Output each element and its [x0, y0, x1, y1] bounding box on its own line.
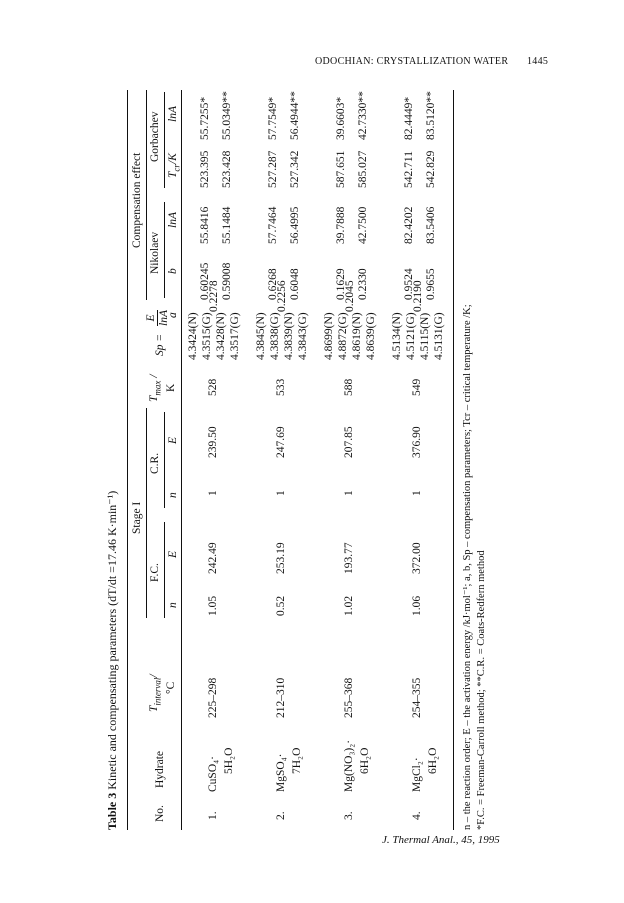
row-nik-b-2: 0.59008 [221, 262, 233, 300]
row-number: 1. [207, 811, 219, 820]
row-hydrate-water: 7H₂O [291, 747, 303, 774]
row-hydrate-formula: CuSO₄· [207, 756, 219, 792]
row-nik-lna-1: 39.7888 [335, 206, 347, 244]
row-nik-lna-1: 57.7464 [267, 206, 279, 244]
row-fc-e: 372.00 [411, 542, 423, 574]
row-t-interval: 254–355 [411, 677, 423, 718]
running-head-title: ODOCHIAN: CRYSTALLIZATION WATER [315, 56, 509, 67]
header-tinterval: $T_{interval}/$ [148, 674, 163, 712]
row-sp-2: 4.3838(G) [269, 312, 281, 360]
header-fc: F.C. [149, 563, 161, 582]
row-gor-t-2: 585.027 [357, 150, 369, 188]
row-nik-lna-1: 55.8416 [199, 206, 211, 244]
fc-rule [164, 522, 165, 618]
cr-rule [164, 412, 165, 508]
row-gor-lna-2: 42.7330** [357, 91, 369, 140]
gor-rule [164, 92, 165, 188]
row-hydrate-formula: Mg(NO₃)₂· [343, 739, 355, 792]
header-gor-lna: lnA [167, 106, 179, 122]
row-gor-t-1: 542.711 [403, 151, 415, 188]
row-fc-n: 1.05 [207, 595, 219, 616]
row-fc-n: 0.52 [275, 595, 287, 616]
row-a: 0.2045 [344, 280, 356, 312]
nik-rule [164, 202, 165, 298]
row-sp-2: 4.5121(G) [405, 312, 417, 360]
header-a: a [167, 312, 179, 318]
row-fc-e: 253.19 [275, 542, 287, 574]
header-fc-e: E [167, 550, 179, 558]
page-number: 1445 [527, 56, 549, 67]
header-hydrate: Hydrate [154, 750, 166, 788]
row-sp-3: 4.3428(N) [215, 312, 227, 360]
row-sp-1: 4.3845(N) [255, 312, 267, 360]
footnote-2: *F.C. = Freeman-Carroll method; **C.R. = Coats-Redfern method [476, 550, 487, 830]
row-nik-b-1: 0.6268 [267, 268, 279, 300]
row-sp-1: 4.5134(N) [391, 312, 403, 360]
row-nik-lna-1: 82.4202 [403, 206, 415, 244]
row-nik-lna-2: 56.4995 [289, 206, 301, 244]
row-a: 0.2256 [276, 280, 288, 312]
row-sp-4: 4.3843(G) [297, 312, 309, 360]
row-hydrate-water: 6H₂O [359, 747, 371, 774]
row-fc-n: 1.06 [411, 595, 423, 616]
row-gor-t-2: 527.342 [289, 150, 301, 188]
header-nik-lna: lnA [167, 212, 179, 228]
rotated-table [105, 90, 495, 830]
header-rule [181, 90, 182, 830]
row-nik-lna-2: 83.5406 [425, 206, 437, 244]
row-t-interval: 225–298 [207, 677, 219, 718]
footnote-1: n – the reaction order; E – the activation energy /kJ·mol⁻¹; a, b, Sp – compensation parameters; Tcr – critical temperature /K; [462, 304, 473, 830]
header-cr-e: E [167, 436, 179, 444]
row-cr-n: 1 [207, 490, 219, 496]
row-nik-b-2: 0.9655 [425, 268, 437, 300]
row-cr-n: 1 [411, 490, 423, 496]
header-b: b [167, 268, 179, 274]
row-tmax: 549 [411, 378, 423, 396]
row-cr-n: 1 [275, 490, 287, 496]
row-hydrate-water: 6H₂O [427, 747, 439, 774]
row-nik-b-2: 0.6048 [289, 268, 301, 300]
row-gor-lna-2: 83.5120** [425, 91, 437, 140]
row-tmax: 588 [343, 378, 355, 396]
row-sp-2: 4.3515(G) [201, 312, 213, 360]
comp-rule [146, 90, 147, 300]
stage-rule [146, 408, 147, 618]
header-tmax: $T_{max}$ / [148, 374, 163, 402]
row-sp-3: 4.8619(N) [351, 312, 363, 360]
header-stage: Stage I [131, 501, 143, 534]
row-fc-n: 1.02 [343, 595, 355, 616]
row-gor-t-1: 587.651 [335, 150, 347, 188]
row-cr-e: 239.50 [207, 426, 219, 458]
row-number: 3. [343, 811, 355, 820]
row-gor-lna-1: 39.6603* [335, 96, 347, 140]
row-nik-b-1: 0.1629 [335, 268, 347, 300]
row-number: 2. [275, 811, 287, 820]
row-tmax: 533 [275, 378, 287, 396]
row-hydrate-water: 5H₂O [223, 747, 235, 774]
table-caption [105, 491, 120, 830]
row-t-interval: 212–310 [275, 677, 287, 718]
row-sp-1: 4.3424(N) [187, 312, 199, 360]
header-cr: C.R. [149, 452, 161, 474]
header-tmax-unit: K [165, 383, 177, 392]
header-sp: Sp = [154, 333, 166, 356]
header-tcr: $T_{cr}/K$ [167, 153, 182, 178]
row-sp-4: 4.3517(G) [229, 312, 241, 360]
row-a: 0.2190 [412, 280, 424, 312]
table-caption-label: Table 3 [105, 792, 119, 830]
row-number: 4. [411, 811, 423, 820]
row-cr-e: 207.85 [343, 426, 355, 458]
row-cr-n: 1 [343, 490, 355, 496]
row-gor-lna-1: 57.7549* [267, 96, 279, 140]
header-fc-n: n [167, 602, 179, 608]
header-sp-numerator: E [145, 310, 158, 326]
row-sp-3: 4.3839(N) [283, 312, 295, 360]
row-sp-2: 4.8872(G) [337, 312, 349, 360]
row-fc-e: 193.77 [343, 542, 355, 574]
row-hydrate-formula: MgCl₂· [411, 757, 423, 792]
row-gor-lna-2: 56.4944** [289, 91, 301, 140]
row-nik-lna-2: 42.7500 [357, 206, 369, 244]
row-gor-lna-1: 55.7255* [199, 96, 211, 140]
row-sp-1: 4.8699(N) [323, 312, 335, 360]
row-gor-t-1: 527.287 [267, 150, 279, 188]
row-nik-lna-2: 55.1484 [221, 206, 233, 244]
row-cr-e: 247.69 [275, 426, 287, 458]
row-nik-b-1: 0.9524 [403, 268, 415, 300]
row-sp-3: 4.5115(N) [419, 312, 431, 360]
header-no: No. [154, 805, 166, 822]
header-nikolaev: Nikolaev [149, 231, 161, 274]
row-tmax: 528 [207, 378, 219, 396]
row-a: 0.2278 [208, 280, 220, 312]
row-sp-4: 4.8639(G) [365, 312, 377, 360]
row-nik-b-2: 0.2330 [357, 268, 369, 300]
row-gor-t-2: 523.428 [221, 150, 233, 188]
header-tinterval-unit: °C [165, 681, 177, 694]
row-gor-lna-1: 82.4449* [403, 96, 415, 140]
row-cr-e: 376.90 [411, 426, 423, 458]
table-caption-text: Kinetic and compensating parameters (dT/dt =17.46 K·min⁻¹) [105, 490, 119, 790]
row-fc-e: 242.49 [207, 542, 219, 574]
running-head [0, 56, 624, 70]
bottom-rule [453, 90, 454, 830]
header-sp-denominator: lnA [158, 310, 170, 326]
top-rule [127, 90, 128, 830]
row-hydrate-formula: MgSO₄· [275, 753, 287, 792]
header-compensation: Compensation effect [131, 152, 143, 248]
journal-footer: J. Thermal Anal., 45, 1995 [382, 834, 500, 846]
header-gorbachev: Gorbachev [149, 111, 161, 162]
row-t-interval: 255–368 [343, 677, 355, 718]
row-gor-lna-2: 55.0349** [221, 91, 233, 140]
row-sp-4: 4.5131(G) [433, 312, 445, 360]
header-cr-n: n [167, 492, 179, 498]
row-nik-b-1: 0.60245 [199, 262, 211, 300]
row-gor-t-2: 542.829 [425, 150, 437, 188]
row-gor-t-1: 523.395 [199, 150, 211, 188]
